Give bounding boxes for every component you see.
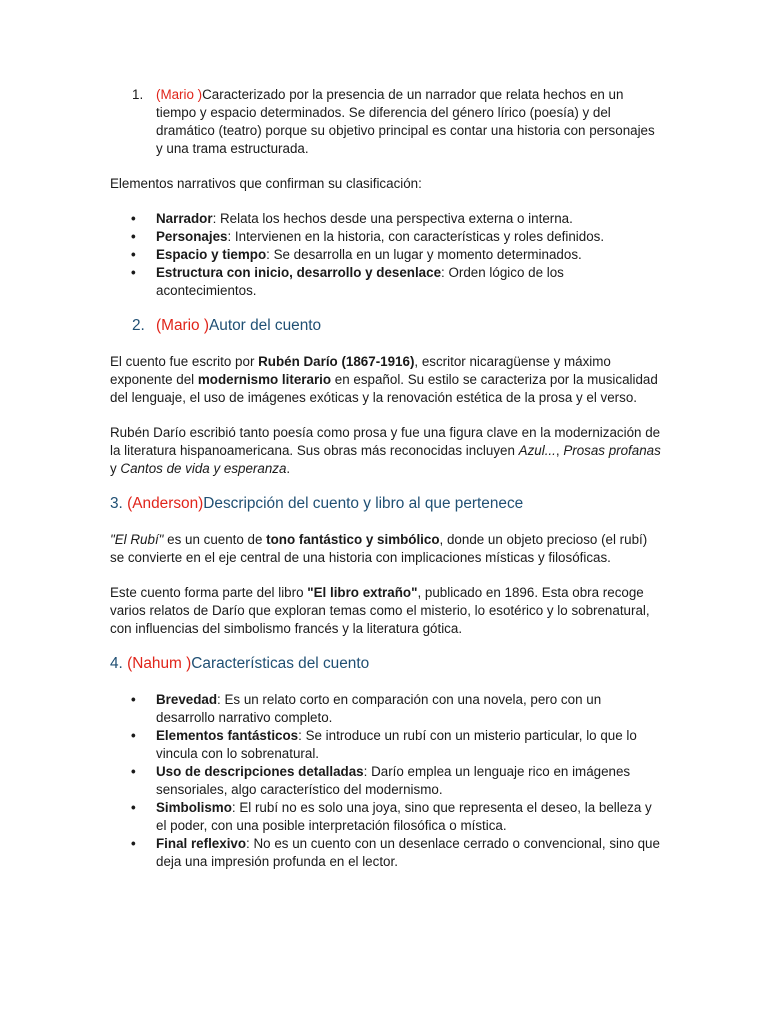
story-title: "El Rubí" (110, 532, 164, 547)
work-title: Cantos de vida y esperanza (120, 461, 287, 476)
list-item (110, 799, 662, 835)
text-run: , donde un objeto precioso (el rubí) se convierte en el eje central de una historia con implicaciones místicas y filosóficas. (110, 532, 648, 565)
list-item (110, 228, 662, 246)
bullet-desc: : Se introduce un rubí con un misterio particular, lo que lo vincula con lo sobrenatural. (156, 728, 637, 761)
list-item (110, 264, 662, 300)
text-run: en español. Su estilo se caracteriza por la musicalidad del lenguaje, el uso de imágenes exóticas y la renovación estética de la prosa y el verso. (110, 372, 658, 405)
book-title: "El libro extraño" (307, 585, 418, 600)
list-item (110, 210, 662, 228)
section-1-number: 1. (132, 87, 144, 102)
bullet-term: Personajes (156, 229, 228, 244)
section-1-paragraph (156, 86, 662, 158)
section-1-numbered-item (110, 86, 662, 158)
bullet-desc: : Es un relato corto en comparación con una novela, pero con un desarrollo narrativo completo. (156, 692, 602, 725)
author-name: Rubén Darío (1867-1916) (258, 354, 415, 369)
list-item (110, 835, 662, 871)
section-3-number: 3. (110, 495, 128, 512)
text-run: . (286, 461, 291, 476)
section-3-paragraph-2 (110, 584, 662, 638)
text-run: es un cuento de (163, 532, 267, 547)
section-4-title: Características del cuento (191, 655, 370, 672)
section-4-bullet-list (110, 691, 662, 871)
text-run: Este cuento forma parte del libro (110, 585, 308, 600)
section-4-number: 4. (110, 655, 128, 672)
section-2-title: Autor del cuento (209, 317, 322, 334)
bullet-desc: : El rubí no es solo una joya, sino que representa el deseo, la belleza y el poder, con una posible interpretación filosófica o mística. (156, 800, 652, 833)
text-run: y (110, 461, 121, 476)
text-run: , escritor nicaragüense y máximo exponente del (110, 354, 611, 387)
bullet-term: Uso de descripciones detalladas (156, 764, 364, 779)
list-item (110, 246, 662, 264)
section-3-title: Descripción del cuento y libro al que pertenece (203, 495, 524, 512)
section-2-author: (Mario ) (156, 317, 210, 334)
bullet-term: Brevedad (156, 692, 218, 707)
work-title: Azul... (518, 443, 556, 458)
bullet-desc: : Orden lógico de los acontecimientos. (156, 265, 564, 298)
bullet-term: Narrador (156, 211, 213, 226)
list-item (110, 691, 662, 727)
section-1-text: Caracterizado por la presencia de un narrador que relata hechos en un tiempo y espacio determinados. Se diferencia del género lírico (poesía) y del dramático (teatro) porque su objetivo principal es contar una historia con personajes y una trama estructurada. (156, 87, 655, 156)
bullet-term: Elementos fantásticos (156, 728, 299, 743)
section-3-author: (Anderson) (127, 495, 204, 512)
work-title: Prosas profanas (563, 443, 661, 458)
bullet-term: Final reflexivo (156, 836, 247, 851)
section-4-author: (Nahum ) (127, 655, 192, 672)
section-2-paragraph-1 (110, 353, 662, 407)
list-item (110, 763, 662, 799)
section-3-paragraph-1 (110, 531, 662, 567)
emphasis: tono fantástico y simbólico (266, 532, 440, 547)
section-1-bullet-list (110, 210, 662, 300)
bullet-desc: : No es un cuento con un desenlace cerrado o convencional, sino que deja una impresión profunda en el lector. (156, 836, 660, 869)
section-2-paragraph-2 (110, 424, 662, 478)
section-3-heading (110, 494, 662, 514)
text-run: , (555, 443, 564, 458)
bullet-desc: : Intervienen en la historia, con características y roles definidos. (227, 229, 605, 244)
movement-name: modernismo literario (197, 372, 332, 387)
bullet-term: Espacio y tiempo (156, 247, 267, 262)
section-2-number: 2. (132, 317, 145, 334)
list-item (110, 727, 662, 763)
text-run: El cuento fue escrito por (110, 354, 259, 369)
bullet-term: Simbolismo (156, 800, 232, 815)
bullet-desc: : Se desarrolla en un lugar y momento determinados. (266, 247, 582, 262)
document-content (110, 86, 662, 871)
text-run: , publicado en 1896. Esta obra recoge varios relatos de Darío que exploran temas como el misterio, lo esotérico y lo sobrenatural, con influencias del simbolismo francés y la literatura gótica. (110, 585, 650, 636)
section-1-author: (Mario ) (156, 87, 203, 102)
bullet-desc: : Darío emplea un lenguaje rico en imágenes sensoriales, algo característico del modernismo. (156, 764, 631, 797)
bullet-desc: : Relata los hechos desde una perspectiva externa o interna. (212, 211, 573, 226)
bullet-term: Estructura con inicio, desarrollo y desenlace (156, 265, 442, 280)
section-2-heading (110, 316, 662, 336)
text-run: Rubén Darío escribió tanto poesía como prosa y fue una figura clave en la modernización de la literatura hispanoamericana. Sus obras más reconocidas incluyen (110, 425, 661, 458)
section-4-heading (110, 654, 662, 674)
section-1-intro: Elementos narrativos que confirman su clasificación: (110, 176, 422, 191)
